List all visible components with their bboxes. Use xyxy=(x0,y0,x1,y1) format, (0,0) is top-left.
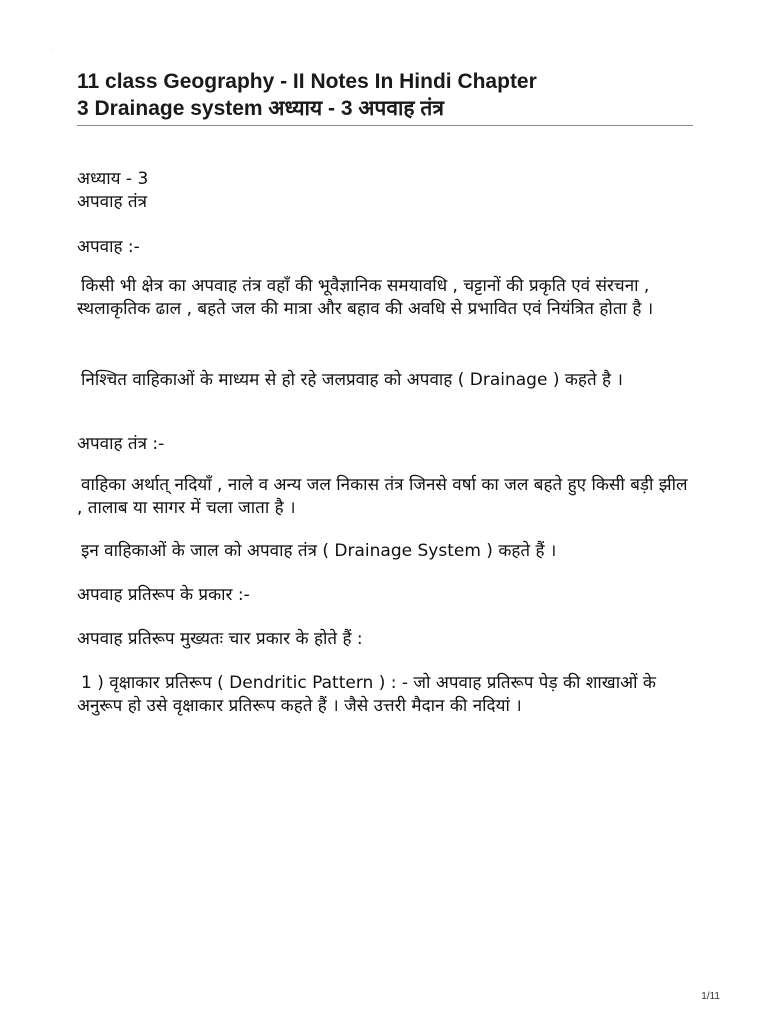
paragraph-6: 1 ) वृक्षाकार प्रतिरूप ( Dendritic Pattern ) : - जो अपवाह प्रतिरूप पेड़ की शाखाओं के अनुरूप हो उसे वृक्षाकार प्रतिरूप कहते हैं । जैसे उत्तरी मैदान की नदियां । xyxy=(77,673,656,716)
paragraph-4: इन वाहिकाओं के जाल को अपवाह तंत्र ( Drainage System ) कहते हैं । xyxy=(81,541,557,561)
page-title-line-2: 3 Drainage system अध्याय - 3 अपवाह तंत्र xyxy=(77,97,444,120)
heading-apvah: अपवाह :- xyxy=(77,237,140,257)
chapter-title: अपवाह तंत्र xyxy=(77,192,148,212)
paragraph-1: किसी भी क्षेत्र का अपवाह तंत्र वहाँ की भूवैज्ञानिक समयावधि , चट्टानों की प्रकृति एवं संरचना , स्थलाकृतिक ढाल , बहते जल की मात्रा और बहाव की अवधि से प्रभावित एवं नियंत्रित होता है । xyxy=(77,276,654,319)
heading-types: अपवाह प्रतिरूप के प्रकार :- xyxy=(77,585,250,605)
heading-apvah-tantra: अपवाह तंत्र :- xyxy=(77,434,165,454)
paragraph-2: निश्चित वाहिकाओं के माध्यम से हो रहे जलप्रवाह को अपवाह ( Drainage ) कहते है । xyxy=(81,370,623,390)
page-title xyxy=(77,68,697,122)
title-divider xyxy=(77,125,693,126)
corner-mark: · xyxy=(52,47,54,54)
page-title-line-1: 11 class Geography - II Notes In Hindi Chapter xyxy=(77,70,537,93)
page-number: 1/11 xyxy=(701,991,720,1002)
paragraph-5: अपवाह प्रतिरूप मुख्यतः चार प्रकार के होते हैं : xyxy=(77,629,363,649)
chapter-label: अध्याय - 3 xyxy=(77,169,149,189)
paragraph-3: वाहिका अर्थात् नदियाँ , नाले व अन्य जल निकास तंत्र जिनसे वर्षा का जल बहते हुए किसी बड़ी झील , तालाब या सागर में चला जाता है । xyxy=(77,475,688,518)
